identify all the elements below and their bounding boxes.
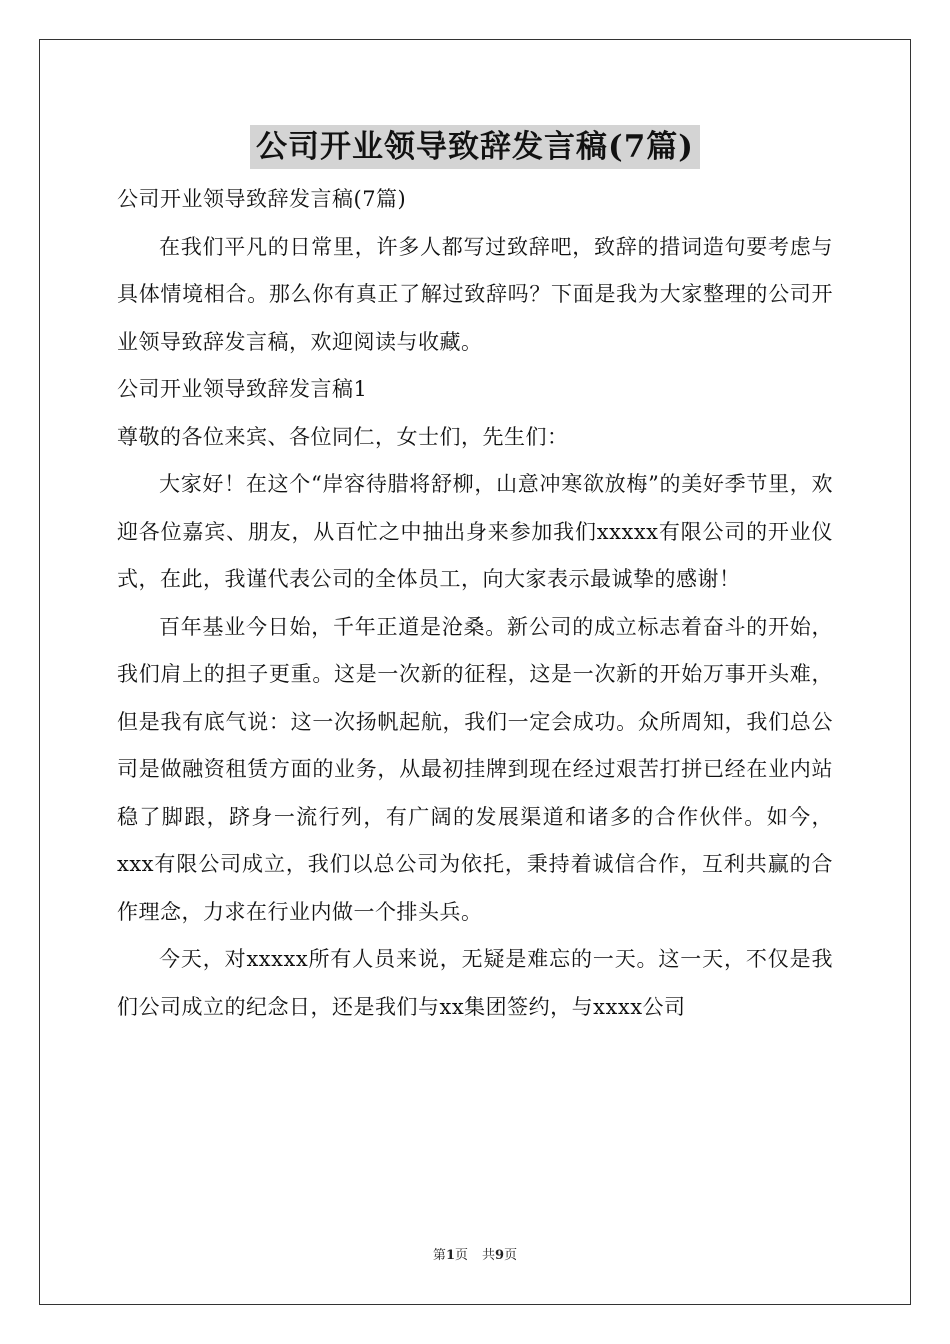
- document-body: [117, 176, 833, 1031]
- footer-total-suffix: 页: [504, 1248, 518, 1263]
- title-container: [0, 125, 950, 169]
- paragraph: 公司开业领导致辞发言稿(7篇): [117, 187, 407, 211]
- salutation: 尊敬的各位来宾、各位同仁，女士们，先生们：: [117, 424, 569, 449]
- paragraph: 大家好！在这个“岸容待腊将舒柳，山意冲寒欲放梅”的美好季节里，欢迎各位嘉宾、朋友，从百忙之中抽出身来参加我们xxxxx有限公司的开业仪式，在此，我谨代表公司的全体员工，向大家表示最诚挚的感谢！: [117, 472, 833, 591]
- paragraph: 百年基业今日始，千年正道是沧桑。新公司的成立标志着奋斗的开始，我们肩上的担子更重。这是一次新的征程，这是一次新的开始万事开头难，但是我有底气说：这一次扬帆起航，我们一定会成功。众所周知，我们总公司是做融资租赁方面的业务，从最初挂牌到现在经过艰苦打拼已经在业内站稳了脚跟，跻身一流行列，有广阔的发展渠道和诸多的合作伙伴。如今，xxx有限公司成立，我们以总公司为依托，秉持着诚信合作，互利共赢的合作理念，力求在行业内做一个排头兵。: [117, 614, 833, 924]
- paragraph: 今天，对xxxxx所有人员来说，无疑是难忘的一天。这一天，不仅是我们公司成立的纪念日，还是我们与xx集团签约，与xxxx公司: [117, 947, 833, 1019]
- footer-prefix: 第: [432, 1248, 446, 1263]
- section-heading: 公司开业领导致辞发言稿1: [117, 377, 368, 401]
- footer-total-prefix: 共: [482, 1248, 496, 1263]
- page-footer: [0, 1247, 950, 1265]
- paragraph: 在我们平凡的日常里，许多人都写过致辞吧，致辞的措词造句要考虑与具体情境相合。那么你有真正了解过致辞吗？下面是我为大家整理的公司开业领导致辞发言稿，欢迎阅读与收藏。: [117, 234, 833, 354]
- current-page-number: 1: [445, 1248, 455, 1263]
- document-title: 公司开业领导致辞发言稿(7篇): [250, 125, 700, 169]
- total-page-number: 9: [495, 1248, 505, 1263]
- footer-page-suffix: 页: [454, 1248, 468, 1263]
